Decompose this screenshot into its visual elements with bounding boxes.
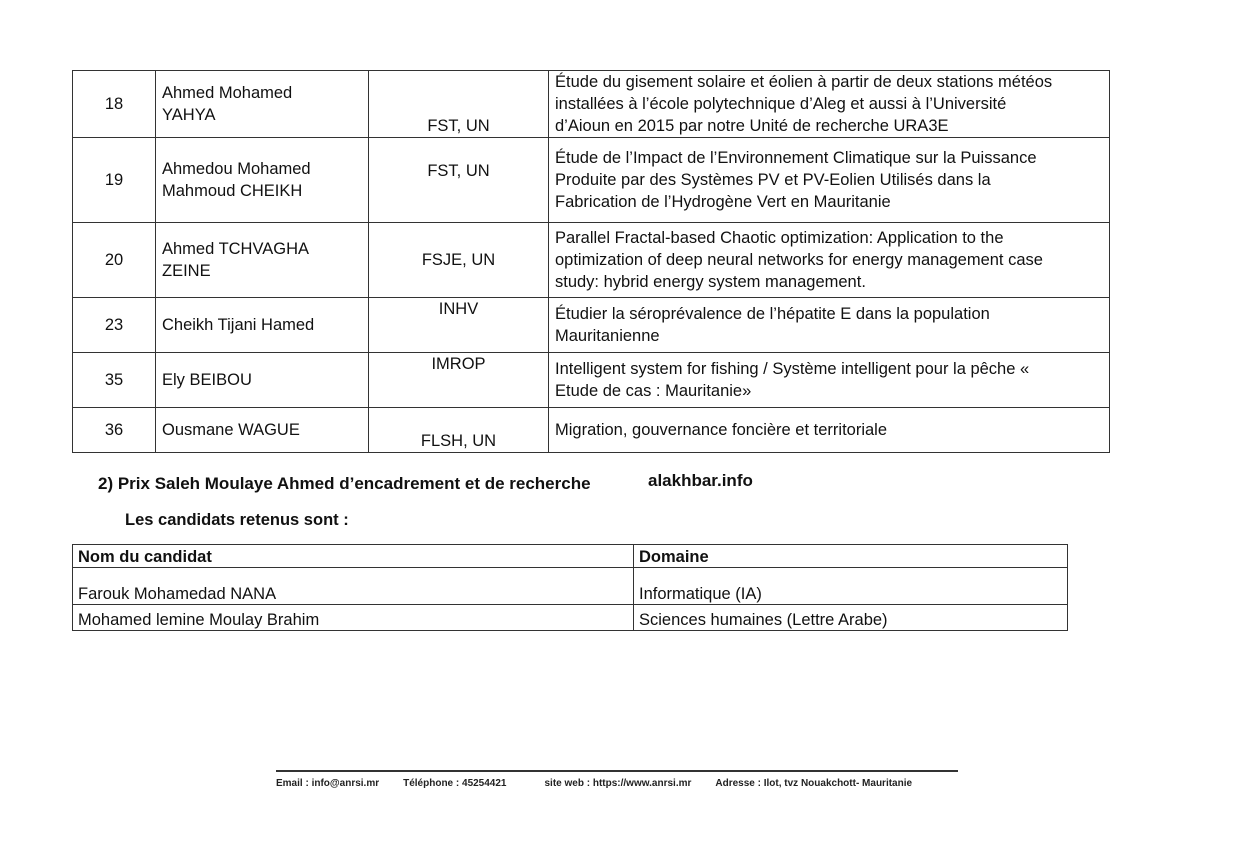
table-row <box>73 223 1110 298</box>
project-title: Étude du gisement solaire et éolien à partir de deux stations météos installées à l’école polytechnique d’Aleg et aussi à l’Université d’Aioun en 2015 par notre Unité de recherche URA3E <box>549 71 1110 138</box>
table-row <box>73 408 1110 453</box>
footer-address: Adresse : Ilot, tvz Nouakchott- Mauritanie <box>715 778 913 789</box>
row-number: 36 <box>73 408 156 453</box>
candidate-domain: Sciences humaines (Lettre Arabe) <box>634 605 1068 631</box>
candidate-name: Ahmed Mohamed YAHYA <box>156 71 369 138</box>
row-number: 20 <box>73 223 156 298</box>
watermark: alakhbar.info <box>648 471 753 490</box>
section-heading: 2) Prix Saleh Moulaye Ahmed d’encadrement et de recherche <box>98 474 591 493</box>
table-row <box>73 568 1068 605</box>
footer-email: Email : info@anrsi.mr <box>276 778 380 789</box>
project-title: Étudier la séroprévalence de l’hépatite E dans la population Mauritanienne <box>549 298 1110 353</box>
column-header: Nom du candidat <box>73 545 634 568</box>
table-row <box>73 353 1110 408</box>
institution: FST, UN <box>369 138 549 223</box>
candidate-name: Farouk Mohamedad NANA <box>73 568 634 605</box>
candidate-name: Cheikh Tijani Hamed <box>156 298 369 353</box>
institution: FLSH, UN <box>369 408 549 453</box>
laureates-table <box>72 70 1110 453</box>
candidates-intro: Les candidats retenus sont : <box>125 511 349 529</box>
candidate-name: Ahmed TCHVAGHA ZEINE <box>156 223 369 298</box>
candidate-domain: Informatique (IA) <box>634 568 1068 605</box>
project-title: Intelligent system for fishing / Système intelligent pour la pêche « Etude de cas : Mauritanie» <box>549 353 1110 408</box>
footer-website: site web : https://www.anrsi.mr <box>544 778 692 789</box>
table-row <box>73 71 1110 138</box>
row-number: 18 <box>73 71 156 138</box>
institution: FSJE, UN <box>369 223 549 298</box>
table-row <box>73 298 1110 353</box>
row-number: 23 <box>73 298 156 353</box>
project-title: Parallel Fractal-based Chaotic optimization: Application to the optimization of deep neural networks for energy management case study: hybrid energy system management. <box>549 223 1110 298</box>
institution: FST, UN <box>369 71 549 138</box>
candidate-name: Ousmane WAGUE <box>156 408 369 453</box>
candidate-name: Ahmedou Mohamed Mahmoud CHEIKH <box>156 138 369 223</box>
candidate-name: Mohamed lemine Moulay Brahim <box>73 605 634 631</box>
project-title: Migration, gouvernance foncière et territoriale <box>549 408 1110 453</box>
table-row <box>73 605 1068 631</box>
candidate-name: Ely BEIBOU <box>156 353 369 408</box>
row-number: 35 <box>73 353 156 408</box>
institution: IMROP <box>369 353 549 408</box>
footer-phone: Téléphone : 45254421 <box>403 778 507 789</box>
column-header: Domaine <box>634 545 1068 568</box>
candidates-table <box>72 544 1068 631</box>
table-header-row <box>73 545 1068 568</box>
page-footer <box>276 770 958 789</box>
table-row <box>73 138 1110 223</box>
row-number: 19 <box>73 138 156 223</box>
project-title: Étude de l’Impact de l’Environnement Climatique sur la Puissance Produite par des Systèmes PV et PV-Eolien Utilisés dans la Fabrication de l’Hydrogène Vert en Mauritanie <box>549 138 1110 223</box>
institution: INHV <box>369 298 549 353</box>
